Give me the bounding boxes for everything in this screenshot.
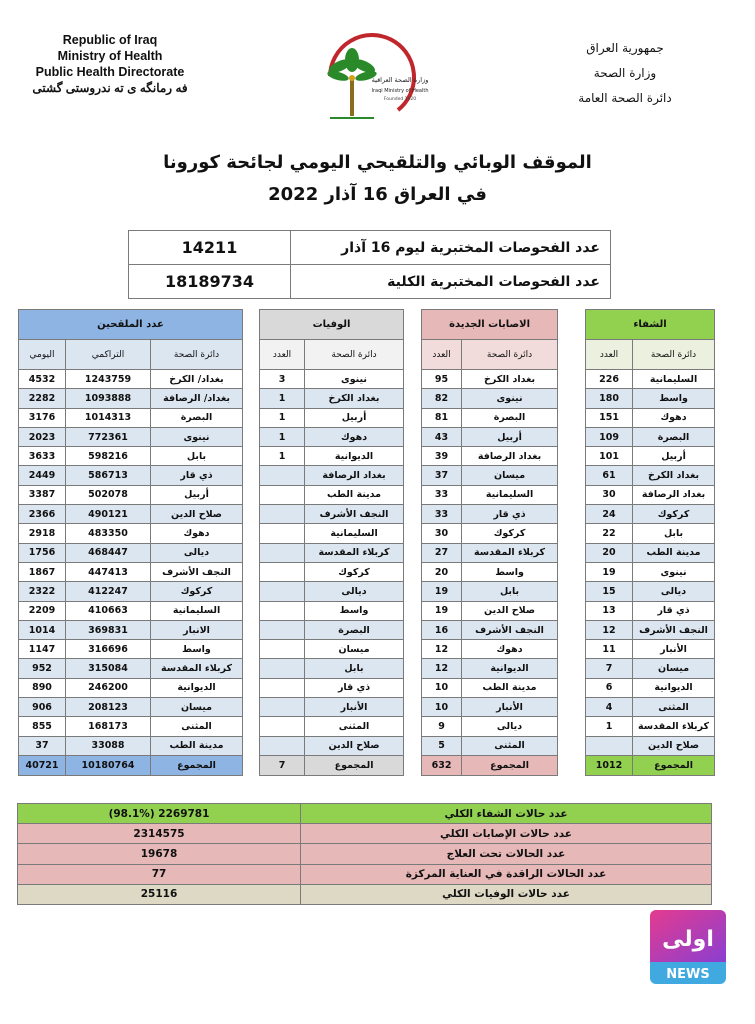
recovered-directorate-cell: المثنى — [633, 698, 715, 717]
recovered-count-cell: 13 — [586, 601, 633, 620]
vaccinated-directorate-cell: كركوك — [151, 582, 243, 601]
header-ar-line: دائرة الصحة العامة — [578, 91, 672, 105]
deaths-count-cell — [260, 620, 305, 639]
recovered-directorate-cell: دهوك — [633, 408, 715, 427]
vaccinated-cumulative-cell: 315084 — [66, 659, 151, 678]
deaths-total: 7 — [260, 755, 305, 775]
recovered-count-cell: 109 — [586, 427, 633, 446]
deaths-count-cell — [260, 678, 305, 697]
col-header-count: العدد — [260, 340, 305, 370]
summary-value-cell: 2314575 — [18, 824, 301, 844]
table-row — [19, 717, 715, 736]
vaccinated-daily-cell: 3176 — [19, 408, 66, 427]
vaccinated-directorate-cell: ذي قار — [151, 466, 243, 485]
recovered-count-cell: 6 — [586, 678, 633, 697]
vaccinated-cumulative-cell: 502078 — [66, 485, 151, 504]
deaths-count-cell — [260, 562, 305, 581]
col-header-daily: اليومي — [19, 340, 66, 370]
summary-row — [18, 844, 712, 864]
vaccinated-directorate-cell: البصرة — [151, 408, 243, 427]
recovered-directorate-cell: السليمانية — [633, 370, 715, 389]
summary-row — [18, 824, 712, 844]
new-cases-count-cell: 10 — [422, 698, 462, 717]
deaths-count-cell — [260, 736, 305, 755]
vaccinated-directorate-cell: بابل — [151, 447, 243, 466]
vaccinated-directorate-cell: نينوى — [151, 427, 243, 446]
vaccinated-directorate-cell: بغداد/ الكرخ — [151, 370, 243, 389]
new-cases-count-cell: 9 — [422, 717, 462, 736]
recovered-count-cell: 15 — [586, 582, 633, 601]
vaccinated-daily-cell: 2282 — [19, 389, 66, 408]
header-en-line: فه رمانگه ى ته ندروستى گشتى — [32, 81, 188, 95]
deaths-directorate-cell: بغداد الرصافة — [305, 466, 404, 485]
daily-tests-label: عدد الفحوصات المختبرية ليوم 16 آذار — [291, 231, 611, 265]
watermark-top-text: اولى — [662, 927, 714, 952]
total-tests-row — [129, 265, 611, 299]
table-row — [19, 543, 715, 562]
deaths-count-cell — [260, 543, 305, 562]
vaccinated-daily-cell: 2023 — [19, 427, 66, 446]
recovered-count-cell: 180 — [586, 389, 633, 408]
header-ar-line: جمهورية العراق — [586, 41, 664, 55]
table-row — [19, 562, 715, 581]
deaths-directorate-cell: ميسان — [305, 640, 404, 659]
new-cases-count-cell: 81 — [422, 408, 462, 427]
table-row — [19, 466, 715, 485]
vaccinated-daily-cell: 4532 — [19, 370, 66, 389]
new-cases-count-cell: 33 — [422, 485, 462, 504]
table-row — [19, 659, 715, 678]
new-cases-directorate-cell: واسط — [462, 562, 558, 581]
deaths-count-cell — [260, 505, 305, 524]
deaths-directorate-cell: السليمانية — [305, 524, 404, 543]
new-cases-count-cell: 30 — [422, 524, 462, 543]
new-cases-count-cell: 20 — [422, 562, 462, 581]
new-cases-directorate-cell: دهوك — [462, 640, 558, 659]
table-row — [19, 678, 715, 697]
svg-text:وزارة الصحة العراقية: وزارة الصحة العراقية — [371, 76, 429, 84]
table-row — [19, 698, 715, 717]
col-header-cumulative: التراكمي — [66, 340, 151, 370]
deaths-count-cell: 1 — [260, 389, 305, 408]
vaccinated-directorate-cell: ديالى — [151, 543, 243, 562]
vaccinated-directorate-cell: المثنى — [151, 717, 243, 736]
vaccinated-cumulative-cell: 447413 — [66, 562, 151, 581]
vaccinated-directorate-cell: الانبار — [151, 620, 243, 639]
new-cases-count-cell: 12 — [422, 640, 462, 659]
vaccinated-directorate-cell: الديوانية — [151, 678, 243, 697]
new-cases-directorate-cell: ديالى — [462, 717, 558, 736]
daily-tests-value: 14211 — [129, 231, 291, 265]
table-row — [19, 389, 715, 408]
table-row — [19, 582, 715, 601]
recovered-count-cell: 22 — [586, 524, 633, 543]
new-cases-directorate-cell: كركوك — [462, 524, 558, 543]
new-cases-directorate-cell: بابل — [462, 582, 558, 601]
vaccinated-cumulative-cell: 208123 — [66, 698, 151, 717]
vaccinated-daily-cell: 952 — [19, 659, 66, 678]
vaccinated-cumulative-cell: 468447 — [66, 543, 151, 562]
deaths-directorate-cell: بابل — [305, 659, 404, 678]
vaccinated-cumulative-cell: 1093888 — [66, 389, 151, 408]
deaths-directorate-cell: صلاح الدين — [305, 736, 404, 755]
deaths-directorate-cell: مدينة الطب — [305, 485, 404, 504]
vaccinated-cumulative-cell: 410663 — [66, 601, 151, 620]
new-cases-group-header: الاصابات الجديدة — [422, 310, 558, 340]
new-cases-count-cell: 95 — [422, 370, 462, 389]
new-cases-directorate-cell: الديوانية — [462, 659, 558, 678]
header-en-line: Republic of Iraq — [62, 33, 158, 47]
col-header-count: العدد — [586, 340, 633, 370]
summary-value-cell: 2269781 (98.1%) — [18, 804, 301, 824]
col-header-directorate: دائرة الصحة — [462, 340, 558, 370]
recovered-count-cell: 11 — [586, 640, 633, 659]
new-cases-total-label: المجموع — [462, 755, 558, 775]
recovered-directorate-cell: نينوى — [633, 562, 715, 581]
vaccinated-daily-cell: 1147 — [19, 640, 66, 659]
header-en-line: Ministry of Health — [57, 49, 163, 63]
vaccinated-daily-cell: 3387 — [19, 485, 66, 504]
recovered-directorate-cell: ديالى — [633, 582, 715, 601]
new-cases-count-cell: 82 — [422, 389, 462, 408]
vaccinated-cumulative-cell: 168173 — [66, 717, 151, 736]
vaccinated-cumulative-cell: 483350 — [66, 524, 151, 543]
new-cases-count-cell: 39 — [422, 447, 462, 466]
deaths-count-cell — [260, 466, 305, 485]
table-row — [19, 505, 715, 524]
recovered-count-cell: 61 — [586, 466, 633, 485]
recovered-count-cell: 226 — [586, 370, 633, 389]
vaccinated-daily-cell: 2366 — [19, 505, 66, 524]
vaccinated-directorate-cell: واسط — [151, 640, 243, 659]
watermark-news-text: NEWS — [666, 967, 710, 982]
table-row — [19, 447, 715, 466]
recovered-count-cell: 1 — [586, 717, 633, 736]
svg-text:Founded 1920: Founded 1920 — [383, 97, 417, 102]
vaccinated-directorate-cell: أربيل — [151, 485, 243, 504]
new-cases-directorate-cell: نينوى — [462, 389, 558, 408]
vaccinated-group-header: عدد الملقحين — [19, 310, 243, 340]
table-row — [19, 601, 715, 620]
recovered-count-cell: 20 — [586, 543, 633, 562]
table-row — [19, 370, 715, 389]
vaccinated-cumulative-cell: 586713 — [66, 466, 151, 485]
vaccinated-cumulative-cell: 1014313 — [66, 408, 151, 427]
deaths-count-cell — [260, 698, 305, 717]
deaths-directorate-cell: البصرة — [305, 620, 404, 639]
recovered-count-cell: 101 — [586, 447, 633, 466]
recovered-count-cell: 24 — [586, 505, 633, 524]
new-cases-count-cell: 19 — [422, 601, 462, 620]
new-cases-directorate-cell: بغداد الكرخ — [462, 370, 558, 389]
deaths-directorate-cell: كربلاء المقدسة — [305, 543, 404, 562]
deaths-directorate-cell: الديوانية — [305, 447, 404, 466]
vaccinated-directorate-cell: النجف الأشرف — [151, 562, 243, 581]
lab-tests-table — [128, 230, 611, 299]
deaths-count-cell — [260, 601, 305, 620]
deaths-count-cell — [260, 659, 305, 678]
recovered-count-cell: 151 — [586, 408, 633, 427]
vaccinated-daily-cell: 2918 — [19, 524, 66, 543]
deaths-count-cell — [260, 485, 305, 504]
vaccinated-directorate-cell: مدينة الطب — [151, 736, 243, 755]
total-tests-label: عدد الفحوصات المختبرية الكلية — [291, 265, 611, 299]
deaths-count-cell: 1 — [260, 447, 305, 466]
summary-value-cell: 19678 — [18, 844, 301, 864]
vaccinated-cumulative-cell: 772361 — [66, 427, 151, 446]
summary-label-cell: عدد الحالات تحت العلاج — [301, 844, 712, 864]
summary-table — [17, 803, 712, 905]
vaccinated-daily-cell: 2322 — [19, 582, 66, 601]
vaccinated-directorate-cell: بغداد/ الرصافة — [151, 389, 243, 408]
new-cases-count-cell: 33 — [422, 505, 462, 524]
recovered-count-cell: 4 — [586, 698, 633, 717]
vaccinated-daily-cell: 890 — [19, 678, 66, 697]
table-row — [19, 620, 715, 639]
deaths-count-cell: 1 — [260, 408, 305, 427]
summary-label-cell: عدد حالات الإصابات الكلي — [301, 824, 712, 844]
header-en-line: Public Health Directorate — [35, 65, 185, 79]
recovered-directorate-cell: النجف الأشرف — [633, 620, 715, 639]
vaccinated-directorate-cell: صلاح الدين — [151, 505, 243, 524]
new-cases-count-cell: 5 — [422, 736, 462, 755]
recovered-directorate-cell: أربيل — [633, 447, 715, 466]
deaths-directorate-cell: نينوى — [305, 370, 404, 389]
new-cases-directorate-cell: أربيل — [462, 427, 558, 446]
new-cases-count-cell: 10 — [422, 678, 462, 697]
recovered-total-label: المجموع — [633, 755, 715, 775]
summary-value-cell: 25116 — [18, 884, 301, 904]
col-header-directorate: دائرة الصحة — [305, 340, 404, 370]
vaccinated-directorate-cell: ميسان — [151, 698, 243, 717]
vaccinated-daily-cell: 1756 — [19, 543, 66, 562]
vaccinated-daily-cell: 906 — [19, 698, 66, 717]
table-row — [19, 524, 715, 543]
deaths-group-header: الوفيات — [260, 310, 404, 340]
vaccinated-daily-cell: 1014 — [19, 620, 66, 639]
new-cases-count-cell: 37 — [422, 466, 462, 485]
recovered-directorate-cell: الديوانية — [633, 678, 715, 697]
summary-label-cell: عدد حالات الوفيات الكلي — [301, 884, 712, 904]
recovered-count-cell — [586, 736, 633, 755]
recovered-directorate-cell: بغداد الكرخ — [633, 466, 715, 485]
recovered-directorate-cell: مدينة الطب — [633, 543, 715, 562]
deaths-count-cell — [260, 717, 305, 736]
vaccinated-cumulative-cell: 369831 — [66, 620, 151, 639]
summary-row — [18, 884, 712, 904]
new-cases-directorate-cell: ميسان — [462, 466, 558, 485]
summary-value-cell: 77 — [18, 864, 301, 884]
table-row — [19, 736, 715, 755]
vaccinated-daily-cell: 855 — [19, 717, 66, 736]
daily-tests-row — [129, 231, 611, 265]
page-title: الموقف الوبائي والتلقيحي اليومي لجائحة كورونا — [163, 152, 592, 173]
new-cases-count-cell: 16 — [422, 620, 462, 639]
summary-label-cell: عدد الحالات الراقدة في العناية المركزة — [301, 864, 712, 884]
recovered-directorate-cell: الأنبار — [633, 640, 715, 659]
deaths-directorate-cell: كركوك — [305, 562, 404, 581]
new-cases-directorate-cell: بغداد الرصافة — [462, 447, 558, 466]
header-arabic — [565, 36, 685, 111]
table-row — [19, 640, 715, 659]
new-cases-directorate-cell: مدينة الطب — [462, 678, 558, 697]
new-cases-directorate-cell: البصرة — [462, 408, 558, 427]
recovered-directorate-cell: بابل — [633, 524, 715, 543]
deaths-directorate-cell: المثنى — [305, 717, 404, 736]
recovered-directorate-cell: كربلاء المقدسة — [633, 717, 715, 736]
vaccinated-cumulative-cell: 33088 — [66, 736, 151, 755]
recovered-count-cell: 12 — [586, 620, 633, 639]
new-cases-directorate-cell: السليمانية — [462, 485, 558, 504]
recovered-total: 1012 — [586, 755, 633, 775]
recovered-group-header: الشفاء — [586, 310, 715, 340]
vaccinated-cumulative-total: 10180764 — [66, 755, 151, 775]
page-subtitle-date: في العراق 16 آذار 2022 — [268, 184, 487, 205]
new-cases-directorate-cell: المثنى — [462, 736, 558, 755]
col-header-count: العدد — [422, 340, 462, 370]
total-tests-value: 18189734 — [129, 265, 291, 299]
table-row — [19, 485, 715, 504]
recovered-directorate-cell: البصرة — [633, 427, 715, 446]
new-cases-count-cell: 12 — [422, 659, 462, 678]
deaths-directorate-cell: الأنبار — [305, 698, 404, 717]
totals-row — [19, 755, 715, 775]
vaccinated-directorate-cell: دهوك — [151, 524, 243, 543]
vaccinated-directorate-cell: السليمانية — [151, 601, 243, 620]
summary-row — [18, 804, 712, 824]
sub-header-row — [19, 340, 715, 370]
news-watermark-logo — [650, 910, 726, 984]
new-cases-directorate-cell: ذي قار — [462, 505, 558, 524]
vaccinated-daily-cell: 1867 — [19, 562, 66, 581]
deaths-directorate-cell: ذي قار — [305, 678, 404, 697]
recovered-directorate-cell: ذي قار — [633, 601, 715, 620]
vaccinated-directorate-cell: كربلاء المقدسة — [151, 659, 243, 678]
vaccinated-cumulative-cell: 246200 — [66, 678, 151, 697]
recovered-directorate-cell: صلاح الدين — [633, 736, 715, 755]
col-header-directorate: دائرة الصحة — [151, 340, 243, 370]
recovered-count-cell: 7 — [586, 659, 633, 678]
new-cases-total: 632 — [422, 755, 462, 775]
deaths-directorate-cell: ديالى — [305, 582, 404, 601]
vaccinated-cumulative-cell: 412247 — [66, 582, 151, 601]
deaths-count-cell: 3 — [260, 370, 305, 389]
deaths-directorate-cell: واسط — [305, 601, 404, 620]
deaths-count-cell — [260, 524, 305, 543]
deaths-total-label: المجموع — [305, 755, 404, 775]
deaths-count-cell — [260, 640, 305, 659]
ministry-logo — [300, 18, 440, 138]
header-english — [20, 32, 200, 96]
svg-text:Iraqi Ministry of Health: Iraqi Ministry of Health — [371, 88, 429, 94]
vaccinated-cumulative-cell: 598216 — [66, 447, 151, 466]
summary-label-cell: عدد حالات الشفاء الكلي — [301, 804, 712, 824]
recovered-count-cell: 19 — [586, 562, 633, 581]
recovered-directorate-cell: بغداد الرصافة — [633, 485, 715, 504]
deaths-count-cell — [260, 582, 305, 601]
recovered-count-cell: 30 — [586, 485, 633, 504]
deaths-directorate-cell: دهوك — [305, 427, 404, 446]
recovered-directorate-cell: ميسان — [633, 659, 715, 678]
vaccinated-cumulative-cell: 1243759 — [66, 370, 151, 389]
new-cases-directorate-cell: النجف الأشرف — [462, 620, 558, 639]
new-cases-directorate-cell: صلاح الدين — [462, 601, 558, 620]
summary-row — [18, 864, 712, 884]
main-stats-table — [18, 309, 715, 776]
vaccinated-daily-cell: 37 — [19, 736, 66, 755]
vaccinated-cumulative-cell: 490121 — [66, 505, 151, 524]
recovered-directorate-cell: واسط — [633, 389, 715, 408]
vaccinated-daily-cell: 3633 — [19, 447, 66, 466]
vaccinated-daily-cell: 2449 — [19, 466, 66, 485]
deaths-directorate-cell: بغداد الكرخ — [305, 389, 404, 408]
table-row — [19, 427, 715, 446]
vaccinated-total-label: المجموع — [151, 755, 243, 775]
table-row — [19, 408, 715, 427]
vaccinated-daily-cell: 2209 — [19, 601, 66, 620]
col-header-directorate: دائرة الصحة — [633, 340, 715, 370]
new-cases-directorate-cell: كربلاء المقدسة — [462, 543, 558, 562]
recovered-directorate-cell: كركوك — [633, 505, 715, 524]
deaths-directorate-cell: النجف الأشرف — [305, 505, 404, 524]
deaths-count-cell: 1 — [260, 427, 305, 446]
new-cases-count-cell: 27 — [422, 543, 462, 562]
group-header-row — [19, 310, 715, 340]
new-cases-directorate-cell: الأنبار — [462, 698, 558, 717]
deaths-directorate-cell: أربيل — [305, 408, 404, 427]
new-cases-count-cell: 43 — [422, 427, 462, 446]
vaccinated-cumulative-cell: 316696 — [66, 640, 151, 659]
new-cases-count-cell: 19 — [422, 582, 462, 601]
header-ar-line: وزارة الصحة — [593, 66, 657, 80]
vaccinated-daily-total: 40721 — [19, 755, 66, 775]
